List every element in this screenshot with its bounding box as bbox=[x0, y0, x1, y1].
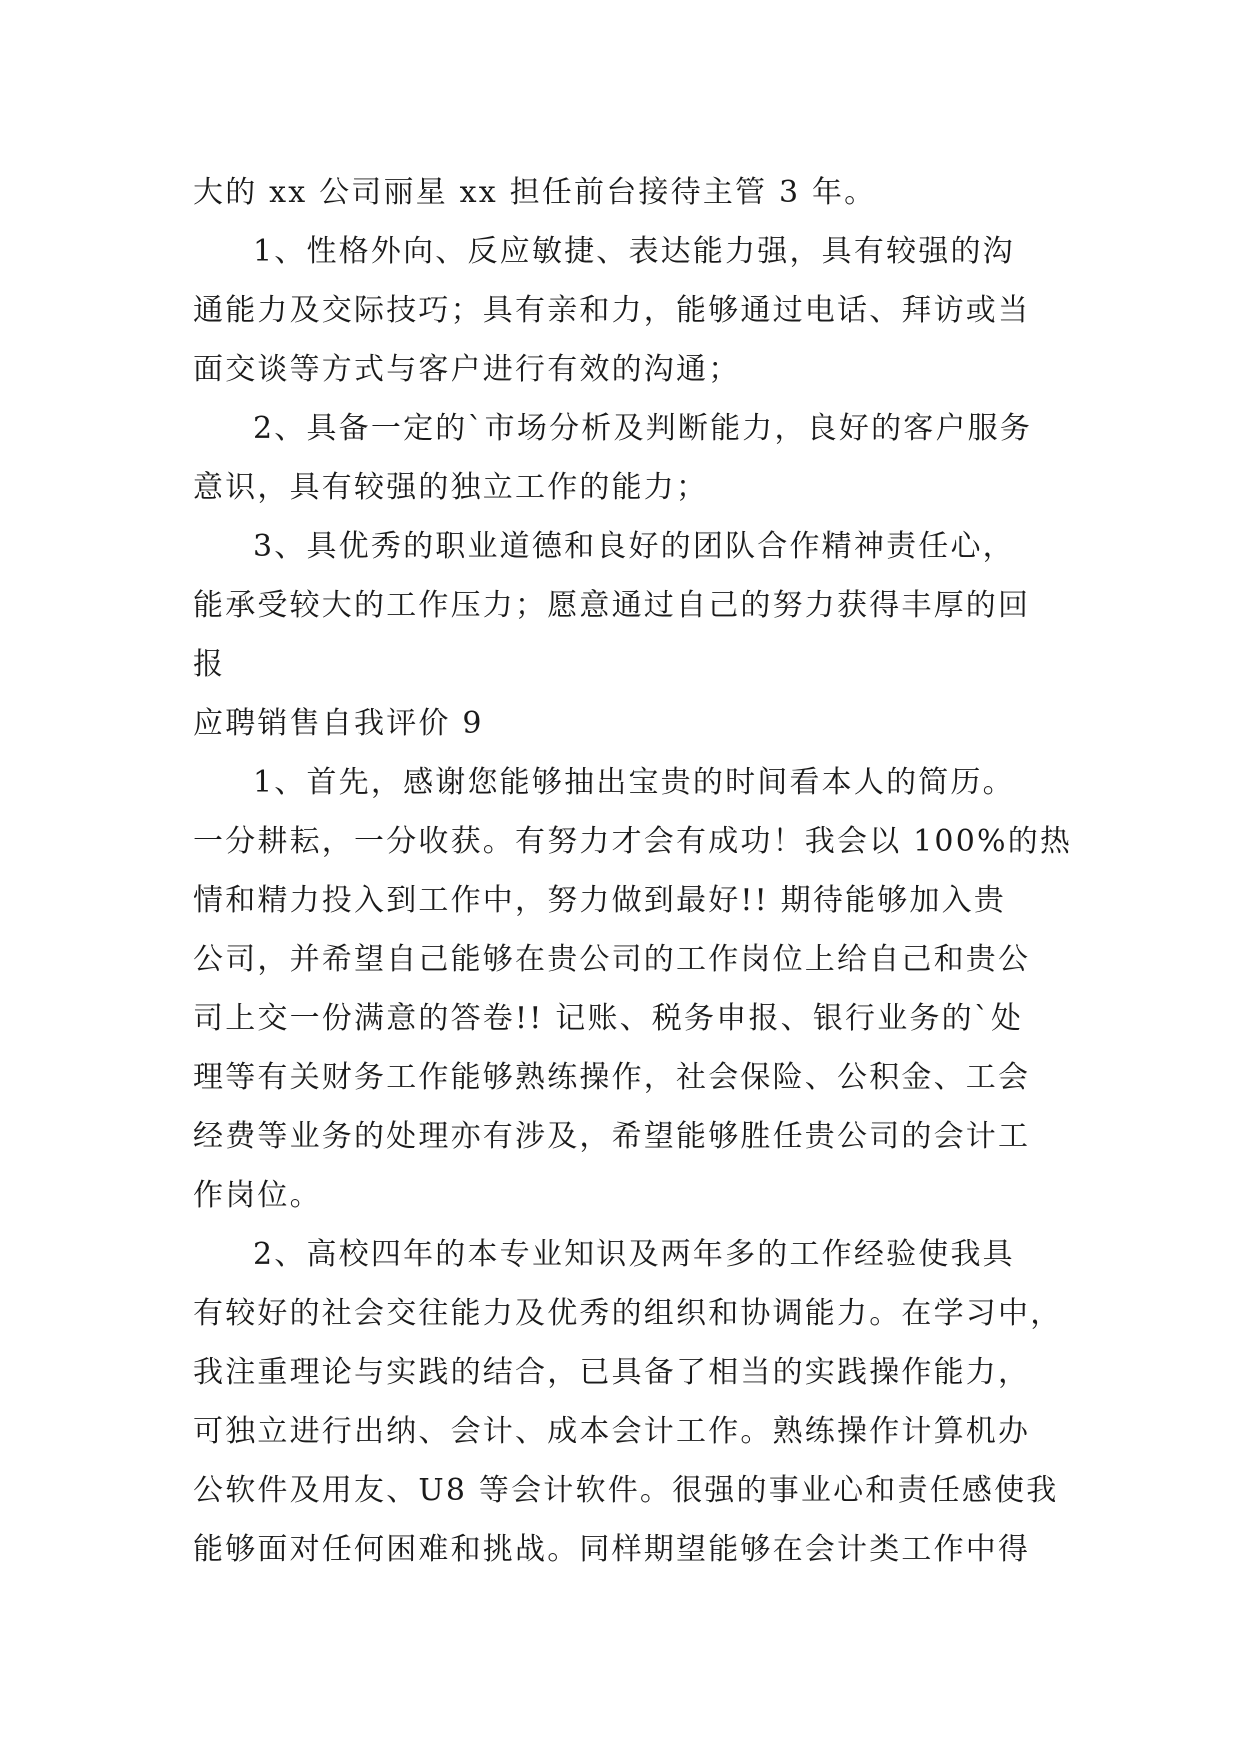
text-line-18: 作岗位。 bbox=[193, 1178, 322, 1213]
text-line-22: 可独立进行出纳、会计、成本会计工作。熟练操作计算机办 bbox=[193, 1414, 1031, 1449]
text-line-11: 1、首先，感谢您能够抽出宝贵的时间看本人的简历。 bbox=[253, 765, 1015, 800]
text-line-23: 公软件及用友、U8 等会计软件。很强的事业心和责任感使我 bbox=[193, 1473, 1059, 1508]
text-line-13: 情和精力投入到工作中，努力做到最好!! 期待能够加入贵 bbox=[193, 883, 1007, 918]
text-line-8: 能承受较大的工作压力；愿意通过自己的努力获得丰厚的回 bbox=[193, 588, 1031, 623]
text-line-16: 理等有关财务工作能够熟练操作，社会保险、公积金、工会 bbox=[193, 1060, 1031, 1095]
text-line-20: 有较好的社会交往能力及优秀的组织和协调能力。在学习中， bbox=[193, 1296, 1063, 1331]
text-line-9: 报 bbox=[193, 647, 226, 682]
text-line-19: 2、高校四年的本专业知识及两年多的工作经验使我具 bbox=[253, 1237, 1015, 1272]
text-line-5: 2、具备一定的`市场分析及判断能力，良好的客户服务 bbox=[253, 411, 1033, 446]
text-line-17: 经费等业务的处理亦有涉及，希望能够胜任贵公司的会计工 bbox=[193, 1119, 1031, 1154]
text-line-15: 司上交一份满意的答卷!! 记账、税务申报、银行业务的`处 bbox=[193, 1001, 1024, 1036]
text-line-1: 大的 xx 公司丽星 xx 担任前台接待主管 3 年。 bbox=[193, 175, 877, 210]
text-line-3: 通能力及交际技巧；具有亲和力，能够通过电话、拜访或当 bbox=[193, 293, 1031, 328]
text-line-6: 意识，具有较强的独立工作的能力； bbox=[193, 470, 709, 505]
text-line-14: 公司，并希望自己能够在贵公司的工作岗位上给自己和贵公 bbox=[193, 942, 1031, 977]
document-body bbox=[193, 163, 1073, 1579]
text-line-12: 一分耕耘，一分收获。有努力才会有成功！我会以 100%的热 bbox=[193, 824, 1073, 859]
text-line-7: 3、具优秀的职业道德和良好的团队合作精神责任心， bbox=[253, 529, 1015, 564]
text-line-21: 我注重理论与实践的结合，已具备了相当的实践操作能力， bbox=[193, 1355, 1031, 1390]
text-line-2: 1、性格外向、反应敏捷、表达能力强，具有较强的沟 bbox=[253, 234, 1015, 269]
text-line-4: 面交谈等方式与客户进行有效的沟通； bbox=[193, 352, 741, 387]
text-line-24: 能够面对任何困难和挑战。同样期望能够在会计类工作中得 bbox=[193, 1532, 1031, 1567]
section-heading: 应聘销售自我评价 9 bbox=[193, 706, 484, 741]
